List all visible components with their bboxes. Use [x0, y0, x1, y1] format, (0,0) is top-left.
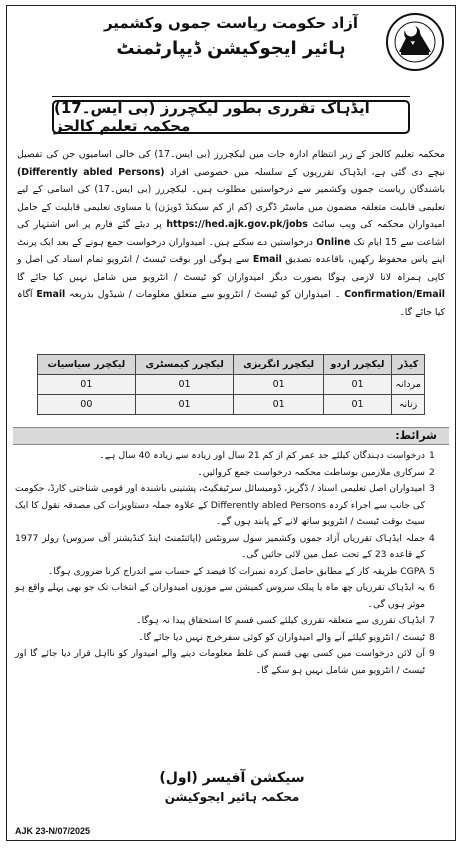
list-item: 7 ایڈہاک تقرری سے متعلقہ تقرری کیلئے کسی قسم کا استحقاق پیدا نہ ہوگا۔: [136, 615, 435, 626]
government-name: آزاد حکومت ریاست جموں وکشمیر: [103, 14, 359, 32]
department-name: ہائیر ایجوکیشن ڈیپارٹمنٹ: [116, 38, 346, 59]
online-term: Online: [316, 236, 351, 248]
table-cell: 00: [38, 395, 136, 415]
table-cell: 01: [38, 375, 136, 395]
differently-abled-term: (Differently abled Persons): [17, 166, 165, 178]
vacancy-table: [37, 354, 425, 415]
table-header: لیکچرر اردو: [323, 355, 391, 375]
list-item: 9 آن لائن درخواست میں کسی بھی قسم کی غلط معلومات دینے والے امیدوار کو نااہل قرار دیا جائے گا اور ٹیسٹ / انٹرویو میں شامل نہیں ہو سکے گا۔: [15, 648, 435, 676]
table-cell: 01: [234, 395, 323, 415]
list-item: 4 جملہ ایڈہاک تقرریاں آزاد جموں وکشمیر سول سرونٹس (اپائنٹمنٹ اینڈ کنڈیشنز آف سروس) رولز 1977 کے قاعدہ 23 کے تحت عمل میں لائی جائیں گی۔: [15, 532, 435, 560]
table-cell: 01: [234, 375, 323, 395]
list-item: 2 سرکاری ملازمین بوساطت محکمہ درخواست جمع کروائیں۔: [197, 466, 435, 478]
reference-number: AJK 23-N/07/2025: [15, 826, 91, 836]
signatory-department: محکمہ ہائیر ایجوکیشن: [164, 790, 300, 804]
confirmation-email-term: Confirmation/Email: [344, 289, 446, 300]
table-cell: 01: [135, 375, 234, 395]
table-cell: 01: [323, 395, 391, 415]
signature-block: [127, 770, 337, 804]
table-header-row: [38, 355, 425, 375]
signatory-title: سیکشن آفیسر (اول): [159, 770, 305, 786]
list-item: 5 CGPA طریقہ کار کے مطابق حاصل کردہ نمبرات کا فیصد کے حساب سے اندراج کرنا ضروری ہوگا۔: [48, 565, 435, 577]
advertisement-title: ایڈہاک تقرری بطور لیکچررز (بی ایس۔17) محکمہ تعلیم کالجز: [52, 100, 410, 134]
table-cell-cadre: مردانہ: [392, 375, 425, 395]
table-cell-cadre: زنانہ: [392, 395, 425, 415]
table-header: کیڈر: [392, 355, 425, 375]
list-item: 3 امیدواران اصل تعلیمی اسناد / ڈگریز، ڈومیسائل سرٹیفکیٹ، پشتینی باشندہ اور قومی شناختی کارڈ، حکومت کی جانب سے اجراء کردہ Differently abled Persons کے علاوہ جملہ دستاویزات کی مصدقہ نقول کا ایک سیٹ بوقت ٹیسٹ / انٹرویو ساتھ لانے کے پابند ہوں گے۔: [15, 483, 435, 527]
table-cell: 01: [323, 375, 391, 395]
email-term: Email: [252, 254, 282, 265]
conditions-list: [15, 448, 447, 679]
table-header: لیکچرر انگریزی: [234, 355, 323, 375]
header: [7, 6, 455, 90]
advertisement-page: [6, 5, 456, 841]
email-term-2: Email: [36, 289, 66, 300]
intro-paragraph: محکمہ تعلیم کالجز کے زیر انتظام ادارہ جات میں لیکچررز (بی ایس۔17) کی خالی اسامیوں جن کی تفصیل نیچے دی گئی ہے، ایڈہاک تقرریوں کے سلسلہ میں خصوصی افراد (Differently abled Persons) باشندگان ریاست جموں وکشمیر سے درخواستیں مطلوب ہیں۔ لیکچررز (بی ایس۔17) کی اسامی کے لیے تعلیمی قابلیت متعلقہ مضمون میں ماسٹر ڈگری (کم از کم سیکنڈ ڈویژن) یا مساوی تعلیمی قابلیت کے حامل امیدواران محکمہ کی ویب سائٹ https://hed.ajk.gov.pk/jobs پر دیئے گئے فارم پر اس اشتہار کی اشاعت سے 15 ایام تک Online درخواستیں دے سکتے ہیں۔ امیدواران درخواست جمع ہونے کے بعد ایک پرنٹ اپنے پاس محفوظ رکھیں، باقاعدہ تصدیق Email سے ہوگی اور بوقت ٹیسٹ / انٹرویو تمام اسناد کی اصل و کاپی ہمراہ لانا لازمی ہوگا بصورت دیگر امیدواران کو ٹیسٹ / انٹرویو میں شامل نہیں کیا جائے گا Confirmation/Email ۔ امیدواران کو ٹیسٹ / انٹرویو سے متعلق معلومات / شیڈول بذریعہ Email آگاہ کیا جائے گا۔: [17, 149, 446, 318]
table-row: [38, 395, 425, 415]
table-cell: 01: [135, 395, 234, 415]
table-header: لیکچرر سیاسیات: [38, 355, 136, 375]
list-item: 6 یہ ایڈہاک تقرریاں چھ ماہ یا پبلک سروس کمیشن سے موزوں امیدواران کے انتخاب تک جو بھی پہلے واقع ہو موثر ہوں گی۔: [15, 582, 435, 610]
table-header: لیکچرر کیمسٹری: [135, 355, 234, 375]
table-row: [38, 375, 425, 395]
jobs-url: https://hed.ajk.gov.pk/jobs: [166, 219, 308, 230]
list-item: 1 درخواست دہندگان کیلئے حد عمر کم از کم 21 سال اور زیادہ سے زیادہ 40 سال ہے۔: [99, 450, 435, 461]
list-item: 8 ٹیسٹ / انٹرویو کیلئے آنے والے امیدواران کو کوئی سفرخرچ نہیں دیا جائے گا۔: [138, 631, 435, 643]
ajk-emblem-icon: [385, 12, 445, 72]
conditions-heading: شرائط:: [13, 427, 449, 445]
